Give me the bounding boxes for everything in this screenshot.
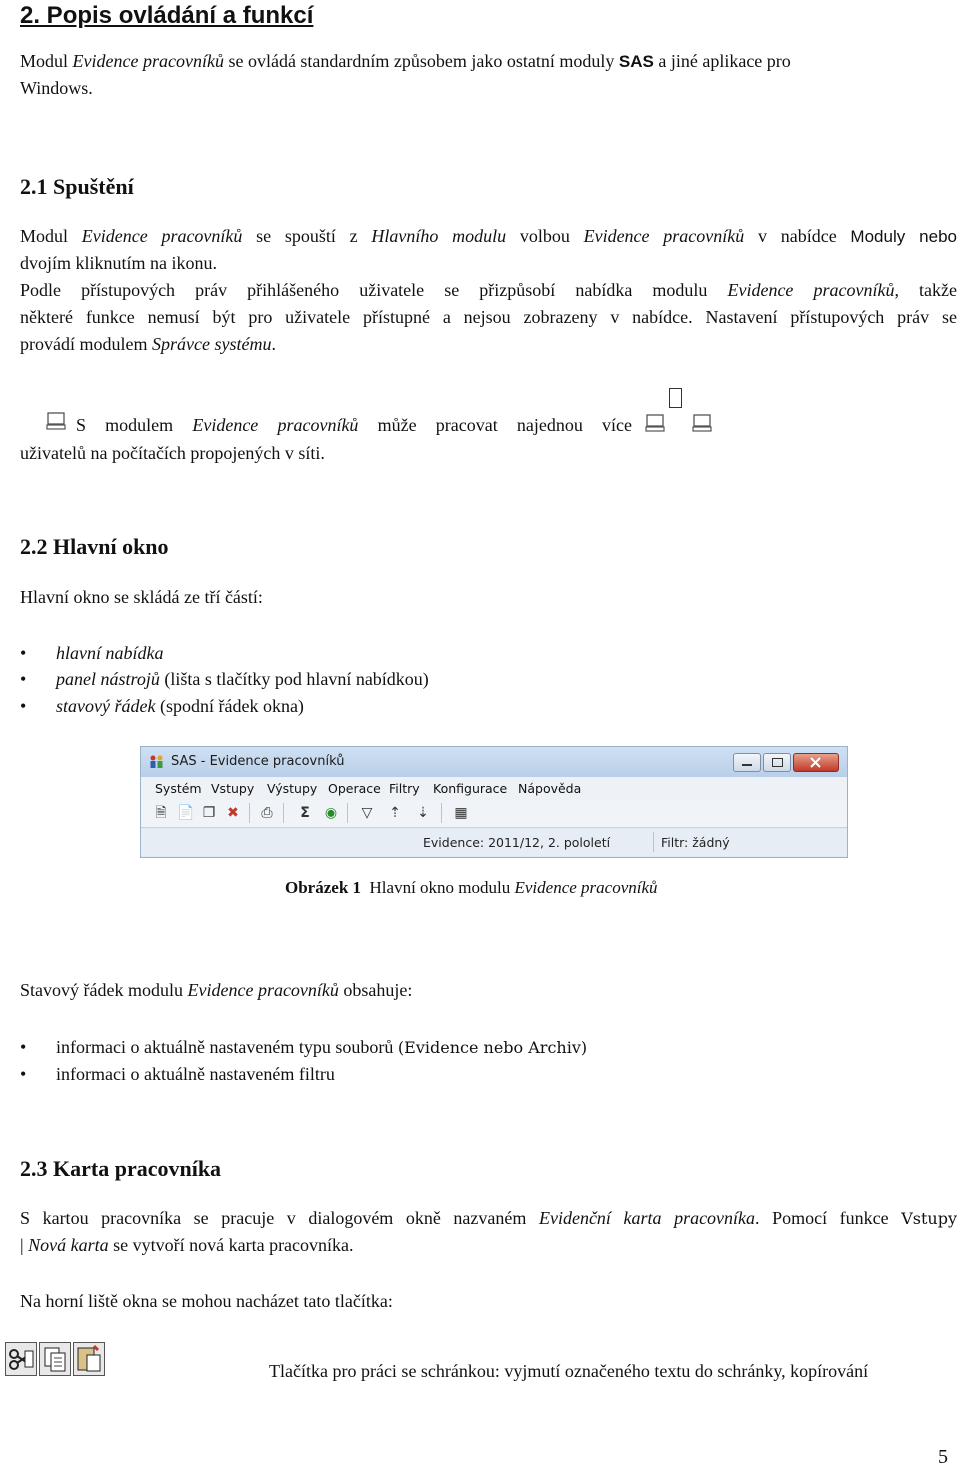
list-item: • stavový řádek (spodní řádek okna)	[20, 696, 304, 716]
karta-paragraph: S kartou pracovníka se pracuje v dialogovém okně nazvaném Evidenční karta pracovníka. Pomocí funkce Vstupy | Nová karta se vytvoří nová karta pracovníka.	[20, 1208, 958, 1255]
menu-napoveda[interactable]: Nápověda	[518, 781, 582, 796]
cut-icon	[6, 1343, 36, 1375]
computer-icon	[46, 412, 66, 430]
menu-bar	[141, 777, 847, 800]
section-heading-2-2: 2.2 Hlavní okno	[20, 534, 169, 559]
paste-icon	[74, 1343, 104, 1375]
sum-icon[interactable]: Σ	[300, 805, 310, 821]
toolbar	[141, 800, 847, 828]
app-window-screenshot	[140, 746, 848, 858]
edit-icon[interactable]: 📄	[177, 805, 195, 821]
menu-konfigurace[interactable]: Konfigurace	[433, 781, 508, 796]
close-icon	[810, 757, 821, 768]
menu-vystupy[interactable]: Výstupy	[267, 781, 318, 796]
maximize-button[interactable]	[763, 753, 791, 772]
status-bar	[141, 829, 847, 856]
print-icon[interactable]: ⎙	[261, 805, 273, 821]
section-heading-2-1: 2.1 Spuštění	[20, 174, 134, 199]
list-item: • informaci o aktuálně nastaveném typu souborů (Evidence nebo Archiv)	[20, 1037, 588, 1057]
spusteni-paragraph: Modul Evidence pracovníků se spouští z Hlavního modulu volbou Evidence pracovníků v nabídce Moduly nebo dvojím kliknutím na ikonu. Podle přístupových práv přihlášeného uživatele se přizpůsobí nabídka modulu Evidence pracovníků, takže některé funkce nemusí být pro uživatele přístupné a nejsou zobrazeny v nabídce. Nastavení přístupových práv se provádí modulem Správce systému.	[20, 226, 958, 354]
toolbar-buttons-intro: Na horní liště okna se mohou nacházet tato tlačítka:	[20, 1291, 393, 1311]
page-number: 5	[938, 1446, 948, 1468]
minimize-button[interactable]	[733, 753, 761, 772]
section-heading-2: 2. Popis ovládání a funkcí	[20, 2, 314, 29]
paste-button[interactable]	[73, 1342, 105, 1376]
status-filter: Filtr: žádný	[661, 835, 730, 850]
menu-system[interactable]: Systém	[155, 781, 202, 796]
clipboard-buttons	[5, 1342, 107, 1378]
list-item: • panel nástrojů (lišta s tlačítky pod hlavní nabídkou)	[20, 669, 429, 689]
menu-vstupy[interactable]: Vstupy	[211, 781, 255, 796]
intro-paragraph: Modul Evidence pracovníků se ovládá standardním způsobem jako ostatní moduly SAS a jiné aplikace pro Windows.	[20, 51, 791, 98]
filter-icon[interactable]: ▽	[361, 805, 373, 821]
calendar-icon[interactable]: ▦	[454, 805, 468, 821]
close-button[interactable]	[793, 753, 839, 772]
status-bar-description: Stavový řádek modulu Evidence pracovníků obsahuje:	[20, 980, 413, 1000]
filter-down-icon[interactable]: ⇣	[417, 805, 429, 821]
network-note-line1: S modulem Evidence pracovníků může pracovat najednou více	[76, 415, 632, 435]
copy-button[interactable]	[39, 1342, 71, 1376]
color-icon[interactable]: ◉	[324, 805, 338, 821]
cut-button[interactable]	[5, 1342, 37, 1376]
people-icon	[149, 755, 165, 769]
figure-caption: Obrázek 1 Hlavní okno modulu Evidence pracovníků	[285, 878, 658, 897]
delete-icon[interactable]: ✖	[227, 805, 239, 821]
menu-filtry[interactable]: Filtry	[389, 781, 420, 796]
copy-icon[interactable]: ❐	[202, 805, 216, 821]
computer-icon	[692, 414, 712, 432]
clipboard-description: Tlačítka pro práci se schránkou: vyjmutí označeného textu do schránky, kopírování	[269, 1361, 869, 1381]
status-evidence: Evidence: 2011/12, 2. pololetí	[423, 835, 611, 850]
network-note-line2: uživatelů na počítačích propojených v síti.	[20, 443, 325, 463]
filter-up-icon[interactable]: ⇡	[389, 805, 401, 821]
window-titlebar	[141, 747, 847, 777]
computer-icon	[645, 414, 665, 432]
section-heading-2-3: 2.3 Karta pracovníka	[20, 1156, 222, 1181]
new-icon[interactable]: 🗎	[155, 805, 167, 821]
menu-operace[interactable]: Operace	[328, 781, 381, 796]
window-title: SAS - Evidence pracovníků	[171, 754, 345, 769]
main-window-intro: Hlavní okno se skládá ze tří částí:	[20, 587, 263, 607]
placeholder-box-icon	[669, 388, 682, 408]
list-item: • hlavní nabídka	[20, 643, 164, 663]
copy-icon	[40, 1343, 70, 1375]
list-item: • informaci o aktuálně nastaveném filtru	[20, 1064, 335, 1084]
